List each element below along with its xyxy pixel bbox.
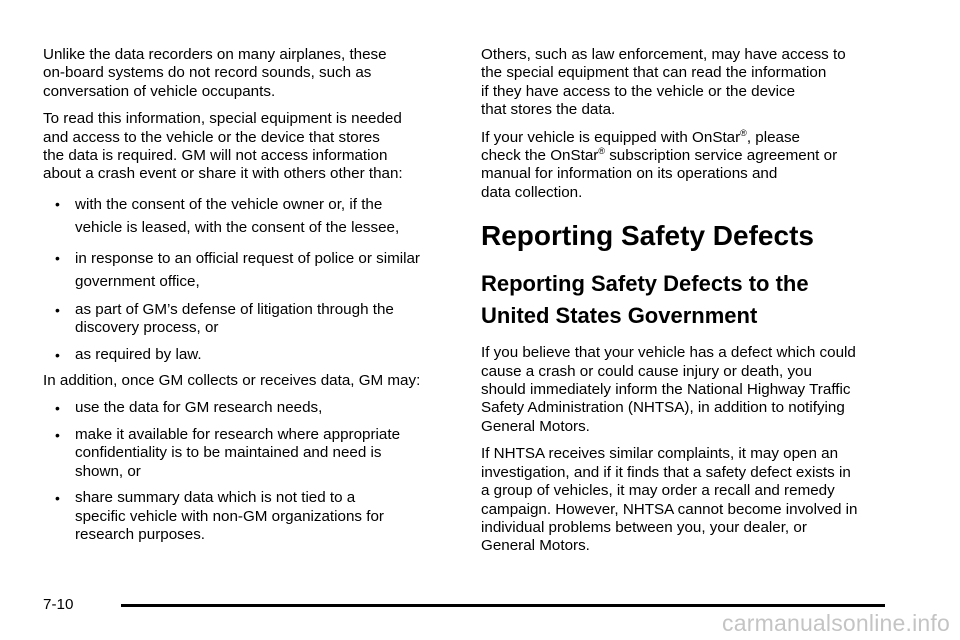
onstar-paragraph: [481, 129, 901, 203]
page-number: 7-10: [43, 596, 74, 613]
bullet-icon: •: [55, 249, 60, 266]
section-heading: Reporting Safety Defects: [481, 220, 814, 252]
onstar-text-1: If your vehicle is equipped with OnStar: [481, 128, 741, 146]
onstar-text-3: subscription service agreement or manual for information on its operations and data collection.: [481, 147, 838, 201]
list-item-text: as required by law.: [75, 345, 202, 363]
list-item-text: in response to an official request of police or similar government office,: [75, 249, 420, 290]
footer-rule: [121, 604, 885, 607]
watermark: carmanualsonline.info: [722, 610, 950, 636]
registered-mark: ®: [740, 127, 747, 138]
bullet-icon: •: [55, 400, 60, 417]
list-item: [43, 399, 463, 417]
intro-paragraph: Unlike the data recorders on many airplanes, these on-board systems do not record sounds, such as conversation of vehicle occupants.: [43, 46, 387, 100]
bullet-icon: •: [55, 490, 60, 507]
defect-paragraph: If you believe that your vehicle has a defect which could cause a crash or could cause injury or death, you should immediately inform the National Highway Traffic Safety Administration (NHTSA), in addition to notifying General Motors.: [481, 344, 856, 435]
registered-mark: ®: [598, 145, 605, 156]
left-column: [43, 46, 463, 552]
list-item: [43, 426, 463, 481]
collect-intro-paragraph: In addition, once GM collects or receives data, GM may:: [43, 372, 421, 390]
read-info-paragraph: To read this information, special equipment is needed and access to the vehicle or the device that stores the data is required. GM will not access information about a crash event or share it with others other than:: [43, 110, 403, 183]
list-item: [43, 193, 463, 239]
data-use-list: [43, 399, 463, 544]
bullet-icon: •: [55, 301, 60, 318]
list-item: [43, 489, 463, 544]
nhtsa-paragraph: If NHTSA receives similar complaints, it may open an investigation, and if it finds that a safety defect exists in a group of vehicles, it may order a recall and remedy campaign. However, NHTSA cannot become involved in individual problems between you, your dealer, or General Motors.: [481, 445, 858, 555]
subsection-heading: Reporting Safety Defects to the United States Government: [481, 271, 809, 329]
bullet-icon: •: [55, 426, 60, 443]
onstar-text-2: , please check the OnStar: [481, 128, 801, 165]
list-item-text: share summary data which is not tied to a specific vehicle with non-GM organizations for research purposes.: [75, 489, 384, 543]
list-item-text: use the data for GM research needs,: [75, 399, 323, 417]
list-item-text: with the consent of the vehicle owner or, if the vehicle is leased, with the consent of the lessee,: [75, 195, 400, 236]
others-access-paragraph: Others, such as law enforcement, may have access to the special equipment that can read the information if they have access to the vehicle or the device that stores the data.: [481, 46, 846, 119]
list-item: [43, 346, 463, 364]
share-conditions-list: [43, 193, 463, 364]
bullet-icon: •: [55, 346, 60, 363]
list-item-text: as part of GM’s defense of litigation through the discovery process, or: [75, 300, 394, 337]
list-item: [43, 301, 463, 338]
right-column: [481, 46, 901, 565]
bullet-icon: •: [55, 195, 60, 212]
list-item-text: make it available for research where appropriate confidentiality is to be maintained and need is shown, or: [75, 425, 401, 480]
list-item: [43, 247, 463, 293]
